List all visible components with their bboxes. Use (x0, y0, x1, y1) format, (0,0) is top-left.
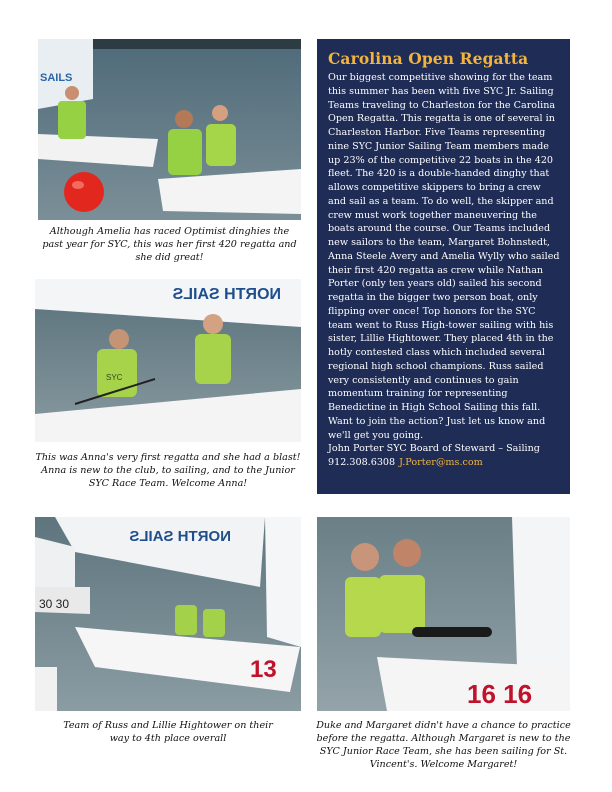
caption-photo2: This was Anna's very first regatta and she had a blast! Anna is new to the club, to sailing, and to the Junior SYC Race Team. Welcome Anna! (35, 452, 301, 489)
svg-text:30 30: 30 30 (39, 597, 70, 611)
photo-anna-sailing (35, 279, 301, 442)
article-panel (317, 39, 570, 494)
caption-photo3: Team of Russ and Lillie Hightower on their way to 4th place overall (63, 720, 273, 744)
caption-photo1: Although Amelia has raced Optimist dinghies the past year for SYC, this was her first 420 regatta and she did great! (42, 226, 297, 263)
article-email-link[interactable]: J.Porter@ms.com (399, 457, 483, 468)
photo-duke-margaret (317, 517, 570, 711)
article-title: Carolina Open Regatta (328, 49, 529, 68)
photo-amelia-sailing (38, 39, 301, 220)
article-body: Our biggest competitive showing for the team this summer has been with five SYC Jr. Sailing Teams traveling to Charleston for the Carolina Open Regatta. This regatta is one of several in Charleston Harbor. Five Teams representing nine SYC Junior Sailing Team members made up 23% of the competitive 22 boats in the 420 fleet. The 420 is a double-handed dinghy that allows competitive skippers to bring a crew and sail as a team. To do well, the skipper and crew must work together maneuvering the boats around the course. Our Teams included new sailors to the team, Margaret Bohnstedt, Anna Steele Avery and Amelia Wylly who sailed their first 420 regatta as crew while Nathan Porter (only ten years old) sailed his second regatta in the bigger two person boat, only flipping over once! Top honors for the SYC team went to Russ High-tower sailing with his sister, Lillie Hightower. They placed 4th in the hotly contested class which included several regional high school champions. Russ sailed very consistently and continues to gain momentum training for representing Benedictine in High School Sailing this fall. (328, 72, 560, 413)
svg-text:SAILS: SAILS (40, 72, 73, 84)
article-phone: 912.308.6308 (328, 457, 396, 468)
svg-text:NORTH SAILS: NORTH SAILS (129, 528, 231, 545)
caption-photo4: Duke and Margaret didn't have a chance to practice before the regatta. Although Margaret is new to the SYC Junior Race Team, she has been sailing for St. Vincent's. Welcome Margaret! (316, 720, 571, 770)
svg-text:SYC: SYC (106, 373, 123, 382)
svg-text:13: 13 (250, 656, 277, 683)
photo-hightower-team (35, 517, 301, 711)
article-contact-name: John Porter SYC Board of Steward – Sailing (328, 443, 540, 455)
article-cta: Want to join the action? Just let us know and we'll get you going. (328, 415, 546, 441)
svg-text:16 16: 16 16 (467, 679, 533, 709)
article-contact-line (328, 456, 560, 470)
svg-text:NORTH SAILS: NORTH SAILS (172, 286, 281, 303)
